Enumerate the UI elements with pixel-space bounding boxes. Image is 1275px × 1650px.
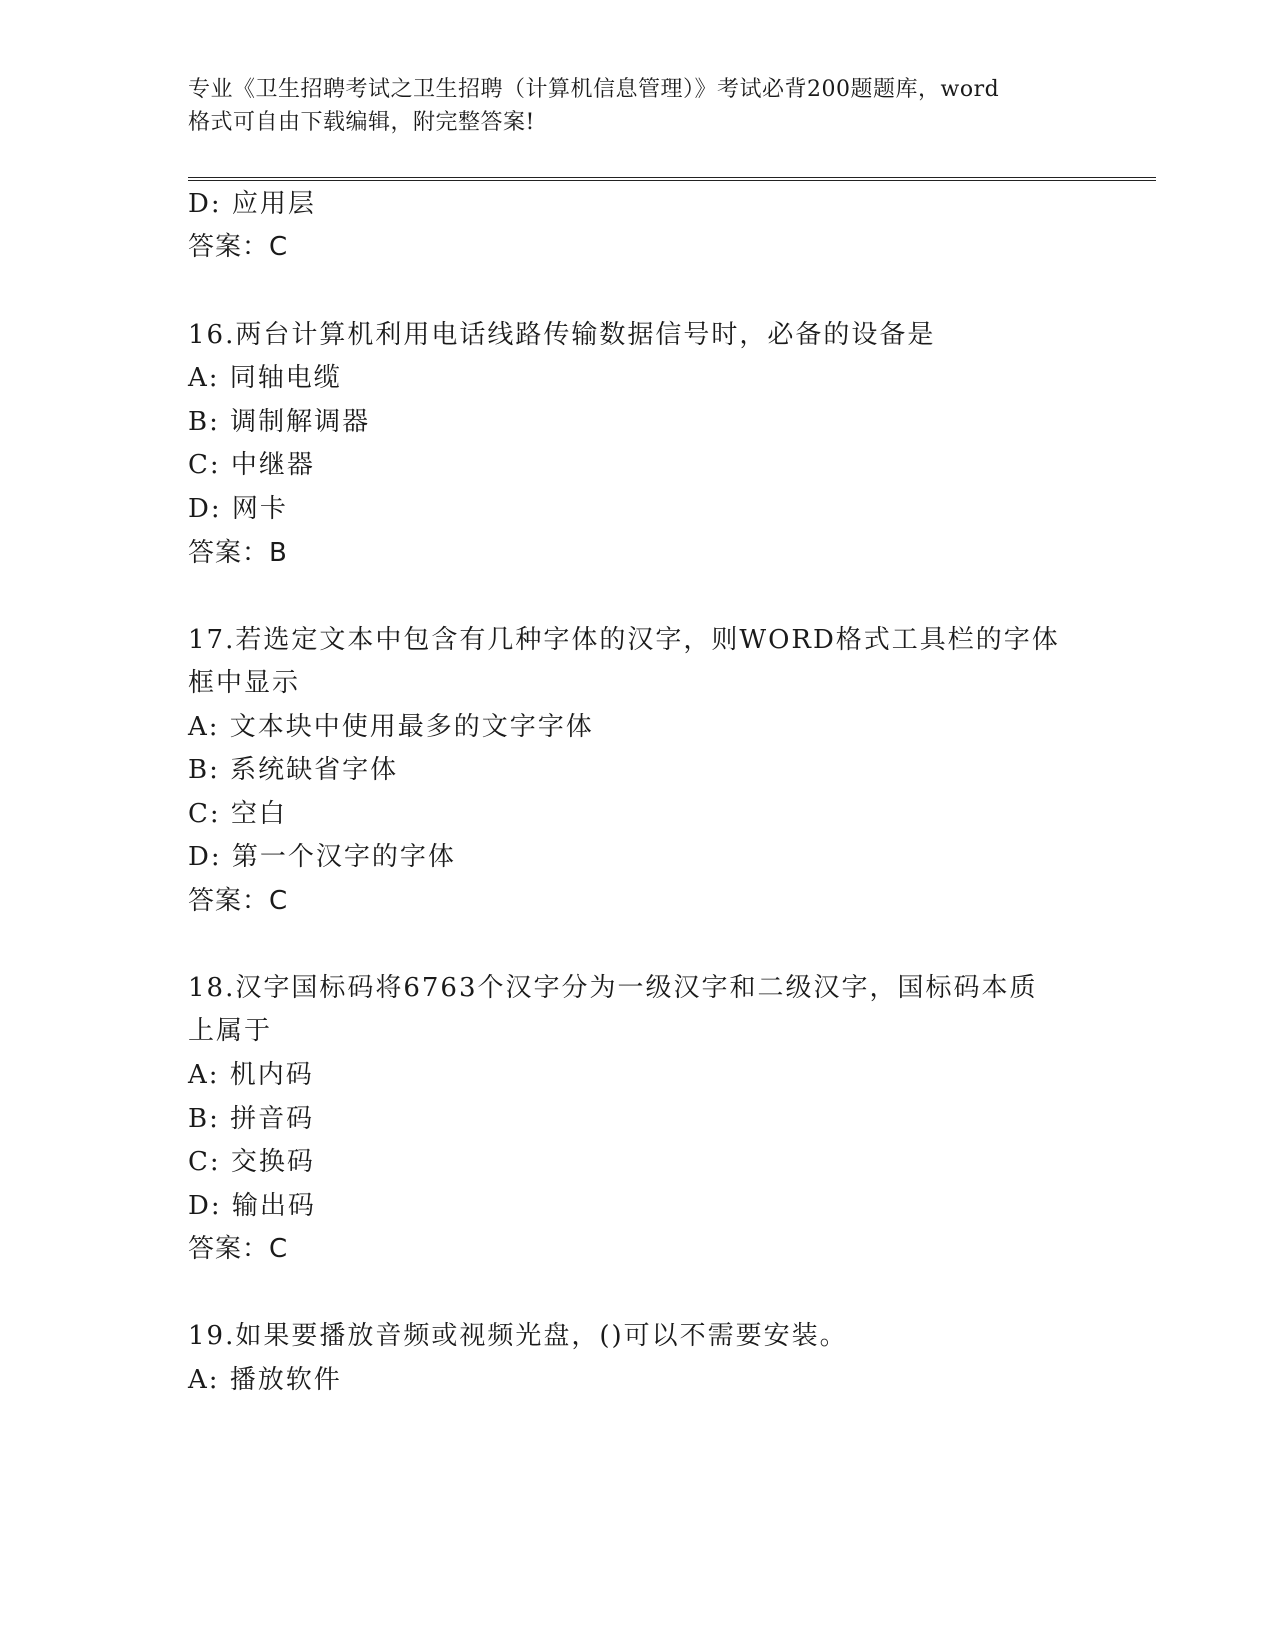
prev-option-d: D: 应用层 [188, 189, 316, 219]
question-17-option-d: D: 第一个汉字的字体 [188, 842, 456, 872]
question-19-option-a: A: 播放软件 [188, 1365, 342, 1395]
question-17-option-b: B: 系统缺省字体 [188, 755, 399, 785]
header-divider [188, 177, 1156, 181]
question-16-option-d: D: 网卡 [188, 494, 288, 524]
question-18-option-a: A: 机内码 [188, 1060, 314, 1090]
question-17-stem-line-2: 框中显示 [188, 668, 301, 698]
question-18-stem-line-2: 上属于 [188, 1016, 273, 1046]
question-18-option-d: D: 输出码 [188, 1191, 316, 1221]
question-16-stem: 16.两台计算机利用电话线路传输数据信号时，必备的设备是 [188, 320, 936, 350]
question-17-option-a: A: 文本块中使用最多的文字字体 [188, 712, 594, 742]
document-header [188, 73, 1088, 139]
question-17-answer: 答案：C [188, 886, 289, 916]
question-18-option-c: C: 交换码 [188, 1147, 315, 1177]
question-19-stem: 19.如果要播放音频或视频光盘，()可以不需要安装。 [188, 1321, 848, 1351]
question-17-stem-line-1: 17.若选定文本中包含有几种字体的汉字，则WORD格式工具栏的字体 [188, 625, 1060, 655]
header-line-1: 专业《卫生招聘考试之卫生招聘（计算机信息管理）》考试必背200题题库，word [188, 77, 1000, 102]
question-16-option-a: A: 同轴电缆 [188, 363, 342, 393]
question-16-option-c: C: 中继器 [188, 450, 315, 480]
question-16-answer: 答案：B [188, 538, 288, 568]
header-line-2: 格式可自由下载编辑，附完整答案! [188, 110, 535, 135]
question-16-option-b: B: 调制解调器 [188, 407, 371, 437]
question-18-answer: 答案：C [188, 1234, 289, 1264]
question-18-stem-line-1: 18.汉字国标码将6763个汉字分为一级汉字和二级汉字，国标码本质 [188, 973, 1038, 1003]
question-17-option-c: C: 空白 [188, 799, 287, 829]
prev-answer: 答案：C [188, 232, 289, 262]
question-18-option-b: B: 拼音码 [188, 1104, 315, 1134]
